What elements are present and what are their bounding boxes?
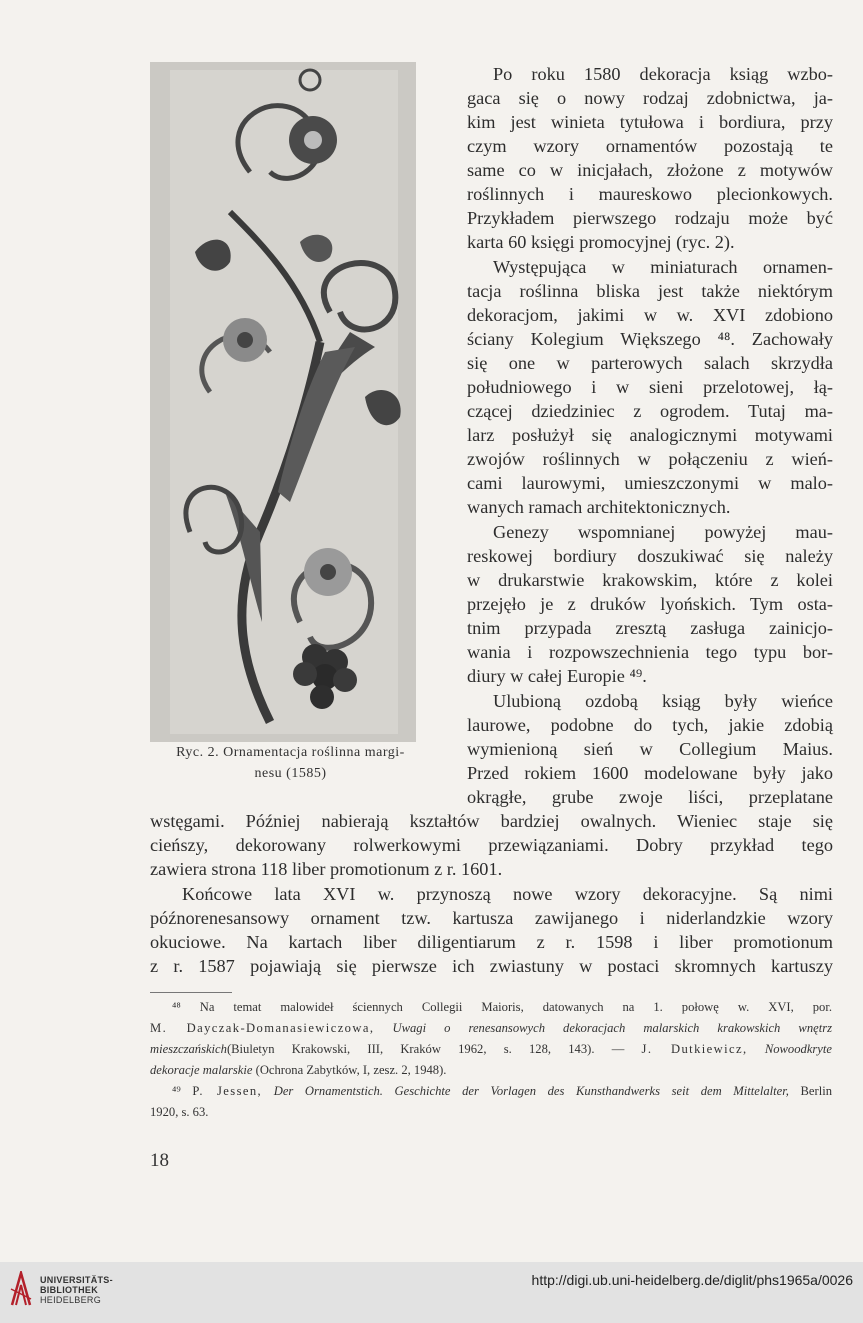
logo-text-line: UNIVERSITÄTS-: [40, 1275, 113, 1285]
text-line: Występująca w miniaturach ornamen-: [493, 257, 833, 277]
text-line: cami laurowymi, umieszczonymi w malo-: [467, 473, 833, 493]
footnote-text: (Biuletyn Krakowski, III, Kraków 1962, s. 128, 143). —: [226, 1042, 642, 1056]
text-line: się one w parterowych salach skrzydła: [467, 353, 833, 373]
text-line: wymienioną sień w Collegium Maius.: [467, 739, 833, 759]
text-line: Genezy wspomnianej powyżej mau-: [493, 522, 833, 542]
text-line: wanych ramach architektonicznych.: [467, 497, 731, 517]
text-line: karta 60 księgi promocyjnej (ryc. 2).: [467, 232, 735, 252]
source-url-link[interactable]: http://digi.ub.uni-heidelberg.de/diglit/phs1965a/0026: [531, 1272, 853, 1288]
text-line: wania i rozpowszechnienia tego typu bor-: [467, 642, 833, 662]
footnote-text: Berlin: [800, 1084, 833, 1098]
text-line: ściany Kolegium Większego ⁴⁸. Zachowały: [467, 329, 833, 349]
footnote-48-line: [150, 1018, 832, 1039]
text-line: roślinnych i maureskowo plecionkowych.: [467, 184, 833, 204]
text-line: laurowe, podobne do tych, jakie zdobią: [467, 715, 833, 735]
university-library-logo-icon[interactable]: [10, 1271, 32, 1307]
footnote-title: mieszczańskich: [150, 1042, 227, 1056]
footnote-48-line: ⁴⁸ Na temat malowideł ściennych Collegii Maioris, datowanych na 1. połowę w. XVI, por.: [172, 1000, 832, 1014]
text-line: Przed rokiem 1600 modelowane były jako: [467, 763, 833, 783]
ornament-illustration-graphic: [150, 62, 416, 742]
text-line: czym wzory ornamentów pozostają te: [467, 136, 833, 156]
text-line: same co w inicjałach, złożone z motywów: [467, 160, 833, 180]
text-line: dekoracjom, jakimi w w. XVI zdobiono: [467, 305, 833, 325]
text-line: larz posłużył się analogicznymi motywami: [467, 425, 833, 445]
figure-caption-line: nesu (1585): [254, 766, 327, 781]
text-line: wstęgami. Później nabierają kształtów bardziej owalnych. Wieniec staje się: [150, 811, 833, 831]
text-line: okuciowe. Na kartach liber diligentiarum z r. 1598 i liber promotionum: [150, 932, 833, 952]
footnote-48-line: [150, 1060, 832, 1081]
text-line: przejęło je z druków lyońskich. Tym osta-: [467, 594, 833, 614]
text-line: cieńszy, dekorowany rolwerkowymi przewiązaniami. Dobry przykład tego: [150, 835, 833, 855]
text-line: z r. 1587 pojawiają się pierwsze ich zwiastuny w postaci skromnych kartuszy: [150, 956, 833, 976]
text-line: zawiera strona 118 liber promotionum z r. 1601.: [150, 859, 503, 879]
text-line: okrągłe, grube zwoje liści, przeplatane: [467, 787, 833, 807]
text-line: diury w całej Europie ⁴⁹.: [467, 666, 647, 686]
footnote-text: (Ochrona Zabytków, I, zesz. 2, 1948).: [255, 1063, 447, 1077]
text-line: w drukarstwie krakowskim, które z kolei: [467, 570, 833, 590]
footnote-divider: [150, 992, 232, 993]
text-line: tnim przypada zresztą zasługa zainicjo-: [467, 618, 833, 638]
logo-text-line: HEIDELBERG: [40, 1295, 102, 1305]
text-line: Po roku 1580 dekoracja ksiąg wzbo-: [493, 64, 833, 84]
page-number: 18: [150, 1150, 169, 1171]
library-footer: [0, 1262, 863, 1323]
text-line: południowego i w sieni przelotowej, łą-: [467, 377, 833, 397]
text-line: Ulubioną ozdobą ksiąg były wieńce: [493, 691, 833, 711]
footnote-49-line: 1920, s. 63.: [150, 1105, 209, 1119]
footnote-title: Der Ornamentstich. Geschichte der Vorlagen des Kunsthandwerks seit dem Mittelalter,: [273, 1084, 789, 1098]
text-line: gaca się o nowy rodzaj zdobnictwa, ja-: [467, 88, 833, 108]
text-line: zwojów roślinnych w połączeniu z wień-: [467, 449, 833, 469]
text-line: kim jest winieta tytułowa i bordiura, przy: [467, 112, 833, 132]
ornament-illustration: [150, 62, 416, 742]
footnote-author: M. Dayczak-Domanasiewiczowa,: [150, 1021, 375, 1035]
footnote-title: Nowoodkryte: [764, 1042, 832, 1056]
text-line: Przykładem pierwszego rodzaju może być: [467, 208, 833, 228]
footnote-49-line: [172, 1081, 832, 1102]
logo-text-line: BIBLIOTHEK: [40, 1285, 98, 1295]
footnote-author: J. Dutkiewicz,: [641, 1042, 748, 1056]
footnote-48-line: [150, 1039, 832, 1060]
text-line: czącej dziedziniec z ogrodem. Tutaj ma-: [467, 401, 833, 421]
text-line: tacja roślinna bliska jest także niektórym: [467, 281, 833, 301]
footnote-title: dekoracje malarskie: [150, 1063, 253, 1077]
text-line: Końcowe lata XVI w. przynoszą nowe wzory dekoracyjne. Są nimi: [182, 884, 833, 904]
footnote-author: P. Jessen,: [192, 1084, 263, 1098]
text-line: reskowej bordiury doszukiwać się należy: [467, 546, 833, 566]
footnote-title: Uwagi o renesansowych dekoracjach malarskich krakowskich wnętrz: [392, 1021, 833, 1035]
figure-caption-line: Ryc. 2. Ornamentacja roślinna margi-: [176, 745, 405, 760]
text-line: późnorenesansowy ornament tzw. kartusza zawijanego i niderlandzkie wzory: [150, 908, 833, 928]
footnote-marker: ⁴⁹: [172, 1084, 193, 1098]
